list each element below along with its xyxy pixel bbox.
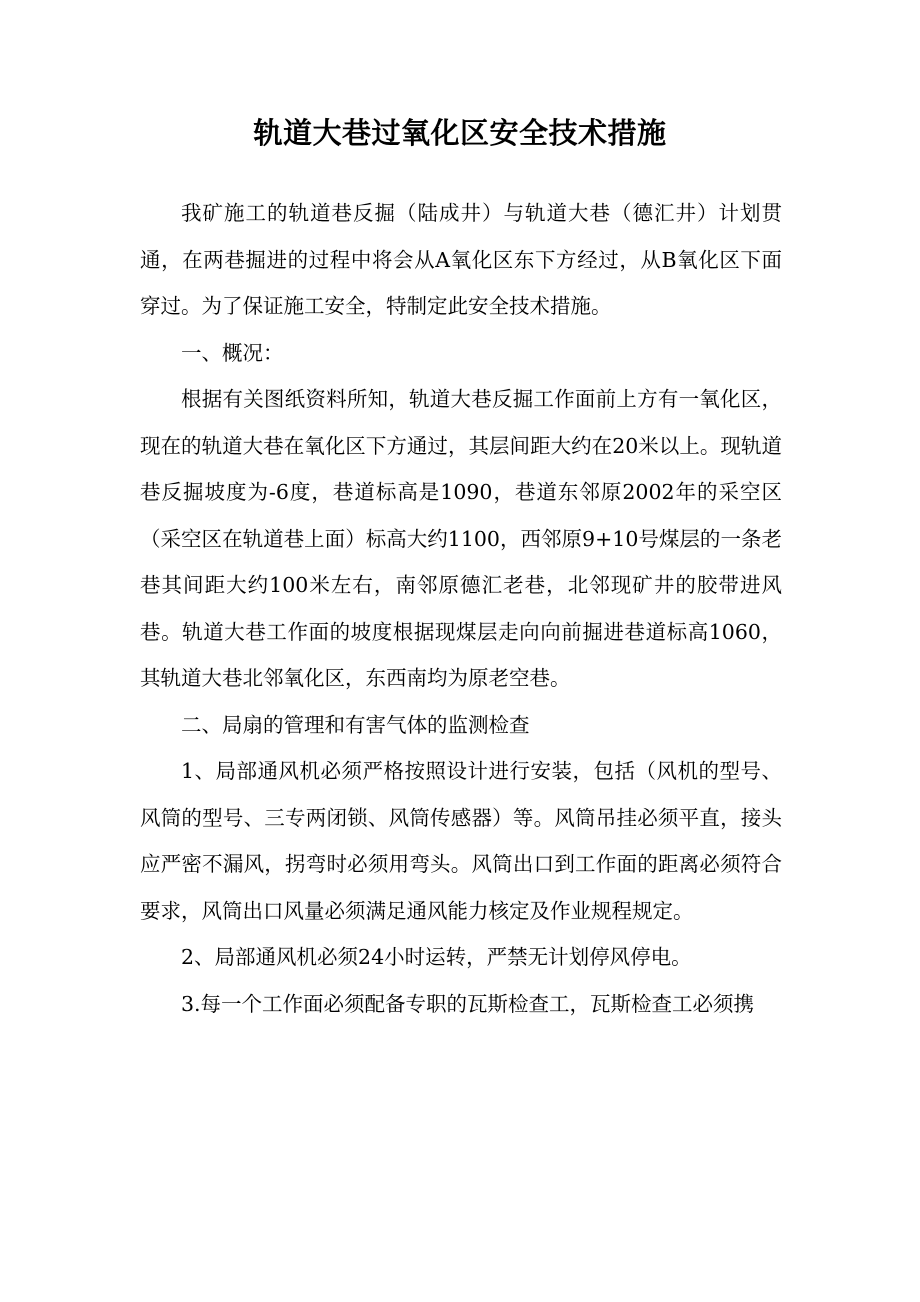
paragraph-item-1: 1、局部通风机必须严格按照设计进行安装，包括（风机的型号、风筒的型号、三专两闭锁、风筒传感器）等。风筒吊挂必须平直，接头应严密不漏风，拐弯时必须用弯头。风筒出口到工作面的距离必须符合要求，风筒出口风量必须满足通风能力核定及作业规程规定。 (140, 759, 782, 923)
paragraph-item-2: 2、局部通风机必须24小时运转，严禁无计划停风停电。 (181, 945, 692, 969)
document-body (140, 190, 782, 1027)
section-heading-overview: 一、概况： (181, 340, 284, 365)
section-heading-fan-management: 二、局扇的管理和有害气体的监测检查 (181, 712, 530, 737)
paragraph-intro: 我矿施工的轨道巷反掘（陆成井）与轨道大巷（德汇井）计划贯通，在两巷掘进的过程中将会从A氧化区东下方经过，从B氧化区下面穿过。为了保证施工安全，特制定此安全技术措施。 (140, 201, 782, 318)
paragraph-item-3: 3.每一个工作面必须配备专职的瓦斯检查工，瓦斯检查工必须携 (181, 991, 755, 1016)
paragraph-overview: 根据有关图纸资料所知，轨道大巷反掘工作面前上方有一氧化区，现在的轨道大巷在氧化区下方通过，其层间距大约在20米以上。现轨道巷反掘坡度为-6度，巷道标高是1090，巷道东邻原2002年的采空区（采空区在轨道巷上面）标高大约1100，西邻原9+10号煤层的一条老巷其间距大约100米左右，南邻原德汇老巷，北邻现矿井的胶带进风巷。轨道大巷工作面的坡度根据现煤层走向向前掘进巷道标高1060，其轨道大巷北邻氧化区，东西南均为原老空巷。 (140, 387, 782, 690)
document-title: 轨道大巷过氧化区安全技术措施 (253, 116, 667, 150)
